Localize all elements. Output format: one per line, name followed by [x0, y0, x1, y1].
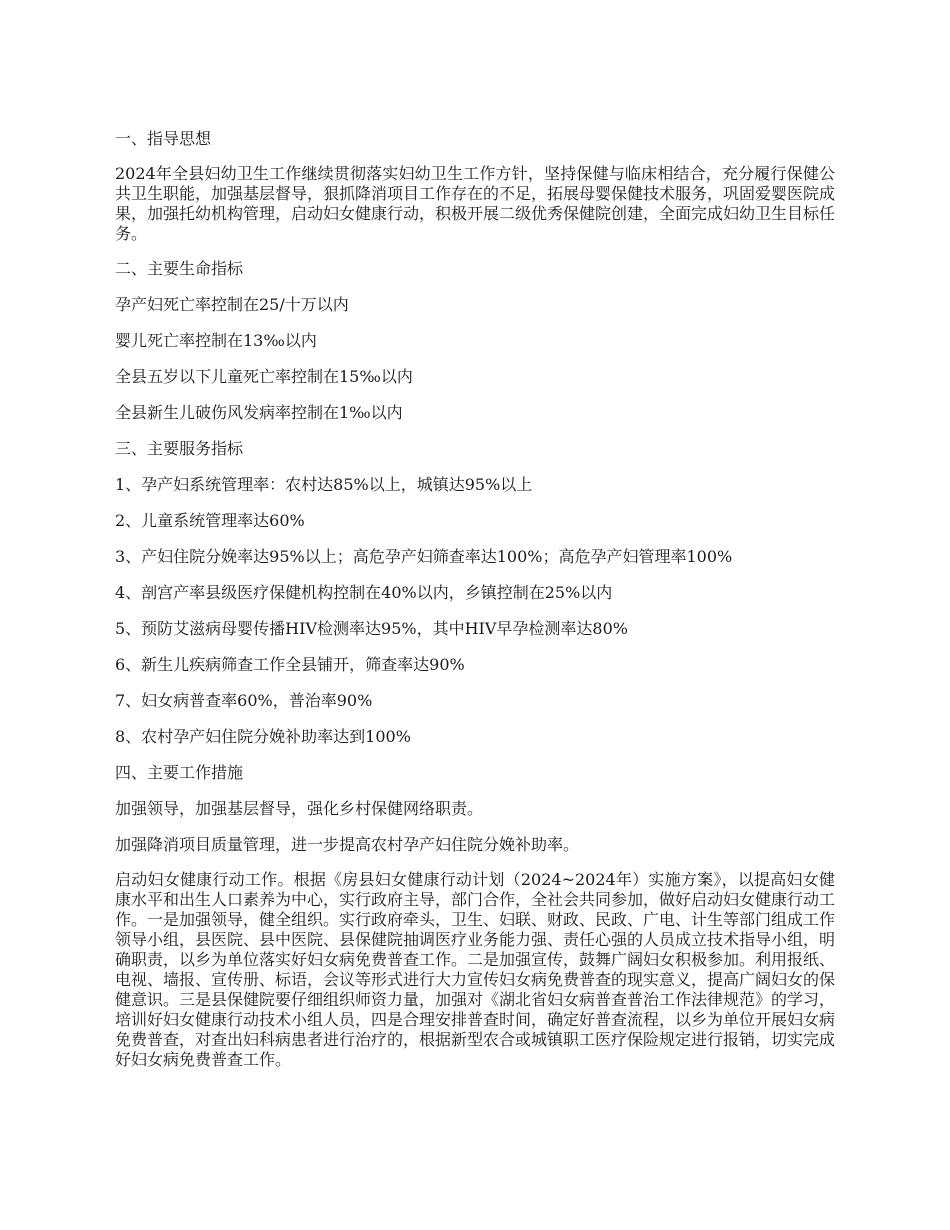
section-heading-guiding: 一、指导思想 — [115, 129, 212, 148]
service-indicator-item: 5、预防艾滋病母婴传播HIV检测率达95%，其中HIV早孕检测率达80% — [115, 619, 628, 638]
service-indicator-item: 1、孕产妇系统管理率：农村达85%以上，城镇达95%以上 — [115, 475, 533, 494]
service-indicator-item: 3、产妇住院分娩率达95%以上；高危孕产妇筛查率达100%；高危孕产妇管理率100% — [115, 547, 733, 566]
life-indicator-item: 孕产妇死亡率控制在25/十万以内 — [115, 295, 349, 314]
service-indicator-item: 4、剖宫产率县级医疗保健机构控制在40%以内，乡镇控制在25%以内 — [115, 583, 613, 602]
life-indicator-item: 全县五岁以下儿童死亡率控制在15‰以内 — [115, 367, 413, 386]
life-indicator-item: 婴儿死亡率控制在13‰以内 — [115, 331, 317, 350]
service-indicator-item: 7、妇女病普查率60%，普治率90% — [115, 691, 373, 710]
service-indicator-item: 2、儿童系统管理率达60% — [115, 511, 305, 530]
measure-item: 加强降消项目质量管理，进一步提高农村孕产妇住院分娩补助率。 — [115, 835, 580, 854]
measure-item: 加强领导，加强基层督导，强化乡村保健网络职责。 — [115, 799, 484, 818]
guiding-paragraph: 2024年全县妇幼卫生工作继续贯彻落实妇幼卫生工作方针，坚持保健与临床相结合，充分履行保健公共卫生职能，加强基层督导，狠抓降消项目工作存在的不足，拓展母婴保健技术服务，巩固爱婴医院成果，加强托幼机构管理，启动妇女健康行动，积极开展二级优秀保健院创建，全面完成妇幼卫生目标任务。 — [115, 164, 836, 243]
section-heading-service-indicators: 三、主要服务指标 — [115, 439, 244, 458]
life-indicator-item: 全县新生儿破伤风发病率控制在1‰以内 — [115, 403, 403, 422]
document-page — [115, 128, 835, 1084]
section-heading-measures: 四、主要工作措施 — [115, 763, 244, 782]
service-indicator-item: 6、新生儿疾病筛查工作全县铺开，筛查率达90% — [115, 655, 465, 674]
measures-paragraph: 启动妇女健康行动工作。根据《房县妇女健康行动计划（2024~2024年）实施方案》，以提高妇女健康水平和出生人口素养为中心，实行政府主导，部门合作，全社会共同参加，做好启动妇女健康行动工作。一是加强领导，健全组织。实行政府牵头，卫生、妇联、财政、民政、广电、计生等部门组成工作领导小组，县医院、县中医院、县保健院抽调医疗业务能力强、责任心强的人员成立技术指导小组，明确职责，以乡为单位落实好妇女病免费普查工作。二是加强宣传，鼓舞广阔妇女积极参加。利用报纸、电视、墙报、宣传册、标语，会议等形式进行大力宣传妇女病免费普查的现实意义，提高广阔妇女的保健意识。三是县保健院要仔细组织师资力量，加强对《湖北省妇女病普查普治工作法律规范》的学习，培训好妇女健康行动技术小组人员，四是合理安排普查时间，确定好普查流程，以乡为单位开展妇女病免费普查，对查出妇科病患者进行治疗的，根据新型农合或城镇职工医疗保险规定进行报销，切实完成好妇女病免费普查工作。 — [115, 870, 836, 1069]
section-heading-life-indicators: 二、主要生命指标 — [115, 259, 244, 278]
service-indicator-item: 8、农村孕产妇住院分娩补助率达到100% — [115, 727, 411, 746]
